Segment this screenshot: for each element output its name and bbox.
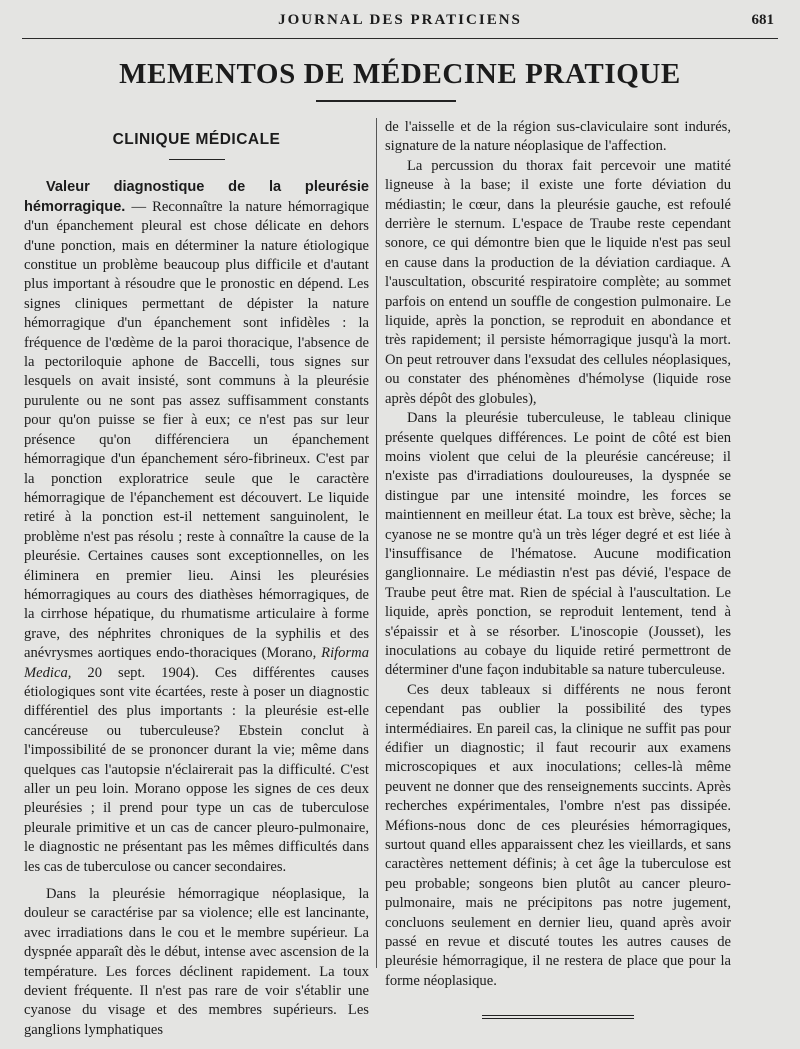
- title-rule: [316, 100, 456, 102]
- paragraph-2-continued: de l'aisselle et de la région sus-claviculaire sont indurés, signature de la nature néoplasique de l'affection.: [385, 119, 731, 155]
- paragraph-1-text: — Reconnaître la nature hémorragique d'un épanchement pleural est chose délicate en dehors d'une ponction, mais en déterminer la nature étiologique constitue un problème beaucoup plus difficile et d'autant plus important à résoudre que le pronostic en dépend. Les signes cliniques permettant de dépister la nature hémorragique d'un épanchement sont infidèles : la fréquence de l'œdème de la paroi thoracique, l'absence de la pectoriloquie aphone de Baccelli, tous signes sur lesquels on avait insisté, sont communs à la pleurésie purulente ou ne sont pas assez suffisamment constants pour qu'on puisse se fier à eux; ce n'est pas sur leur présence qu'on différenciera un épanchement hémorragique d'un épanchement séro-fibrineux. C'est par la ponction exploratrice seule que le caractère hémorragique de l'épanchement est découvert. Le liquide retiré à la ponction est-il nettement sanguinolent, le problème n'est pas résolu ; reste à connaître la cause de la pleurésie. Certaines causes sont exceptionnelles, on les éliminera en premier lieu. Ainsi les pleurésies hémorragiques au cours des diathèses hémorragiques, de la cirrhose hépatique, du rhumatisme articulaire à forme grave, des néphrites chroniques de la syphilis et des anévrysmes aortiques endo-thoraciques (Morano,: [24, 198, 369, 662]
- paragraph-3: La percussion du thorax fait percevoir une matité ligneuse à la base; il existe une forte déviation du médiastin; le cœur, dans la pleurésie gauche, est refoulé derrière le sternum. L'espace de Traube reste cependant sonore, ce qui démontre bien que le liquide n'est pas seul en cause dans la production de la déviation cardiaque. A l'auscultation, obscurité respiratoire complète; au sommet parfois on entend un souffle de congestion pulmonaire. Le liquide, après la ponction, se reproduit en abondance et très rapidement; il persiste hémorragique jusqu'à la mort. On peut retrouver dans l'exsudat des cellules néoplasiques, ou constater des phénomènes d'hémolyse (liquide rose après dépôt des globules),: [385, 157, 731, 407]
- right-column: [385, 118, 731, 1019]
- left-column: [24, 118, 369, 1040]
- page-title: MEMENTOS DE MÉDECINE PRATIQUE: [119, 58, 681, 90]
- column-divider: [376, 118, 377, 968]
- paragraph-2: Dans la pleurésie hémorragique néoplasique, la douleur se caractérise par sa violence; elle est lancinante, avec irradiations dans le cou et le membre supérieur. La dyspnée apparaît dès le début, intense avec ascension de la température. Les forces déclinent rapidement. La toux devient fréquente. Il n'est pas rare de voir s'établir une cyanose du visage et des membres supérieurs. Les ganglions lymphatiques: [24, 886, 369, 1038]
- section-rule: [169, 159, 225, 160]
- paragraph-1-end: 20 sept. 1904). Ces différentes causes étiologiques sont vite écartées, reste à poser un diagnostic différentiel des plus importants : la pleurésie est-elle cancéreuse ou tuberculeuse? Ebstein conclut à l'impossibilité de se prononcer durant la vie; même dans quelques cas l'autopsie n'éclairerait pas la difficulté. C'est aller un peu loin. Morano oppose les signes de ces deux pleurésies ; il prend pour type un cas de tuberculose pleurale primitive et un cas de cancer pleuro-pulmonaire, le diagnostic ne présentant pas les mêmes difficultés dans les cas de tuberculose ou cancer secondaires.: [24, 664, 369, 875]
- article-lead-title: Valeur diagnostique de la pleurésie hémorragique.: [24, 179, 369, 215]
- paragraph-4: Dans la pleurésie tuberculeuse, le tableau clinique présente quelques différences. Le point de côté est bien moins violent que celui de la pleurésie cancéreuse; il n'existe pas d'irradiations douloureuses, la dyspnée se distingue par une intensité moindre, les forces se maintiennent en meilleur état. La toux est brève, sèche; la cyanose ne se montre qu'à un très léger degré et est liée à l'insuffisance de l'hématose. Aucune modification ganglionnaire. Le médiastin n'est pas dévié, l'espace de Traube peut être mat. Rien de spécial à l'auscultation. Le liquide, après ponction, se reproduit lentement, tend à s'épaissir et à se résorber. L'inoscopie (Jousset), les inoculations au cobaye du liquide retiré permettront de déterminer d'une façon indubitable sa nature tuberculeuse.: [385, 410, 731, 679]
- end-rule: [482, 1015, 634, 1016]
- section-heading: CLINIQUE MÉDICALE: [112, 131, 281, 148]
- running-head: JOURNAL DES PRATICIENS: [278, 12, 522, 28]
- paragraph-5: Ces deux tableaux si différents ne nous feront cependant pas oublier la possibilité des types intermédiaires. En pareil cas, la clinique ne suffit pas pour édifier un diagnostic; il faut recourir aux examens microscopiques et aux inoculations; celles-là même peuvent ne donner que des renseignements succints. Après recherches expérimentales, l'ombre n'est pas dissipée. Méfions-nous donc de ces pleurésies hémorragiques, surtout quand elles apparaissent chez les vieillards, et sans caractères nettement définis; à cet âge la tuberculose est peu probable; songeons bien plutôt au cancer pleuro-pulmonaire, mais ne précipitons pas notre jugement, concluons seulement en dernier lieu, quand après avoir passé en revue et discuté toutes les autres causes de pleurésie hémorragique, il ne restera de place que pour la forme néoplasique.: [385, 681, 731, 989]
- citation: Riforma Medica,: [24, 645, 369, 681]
- paragraph-1: [24, 178, 369, 877]
- page-number: 681: [751, 12, 774, 28]
- header-rule: [22, 38, 778, 39]
- end-rule-secondary: [482, 1018, 634, 1019]
